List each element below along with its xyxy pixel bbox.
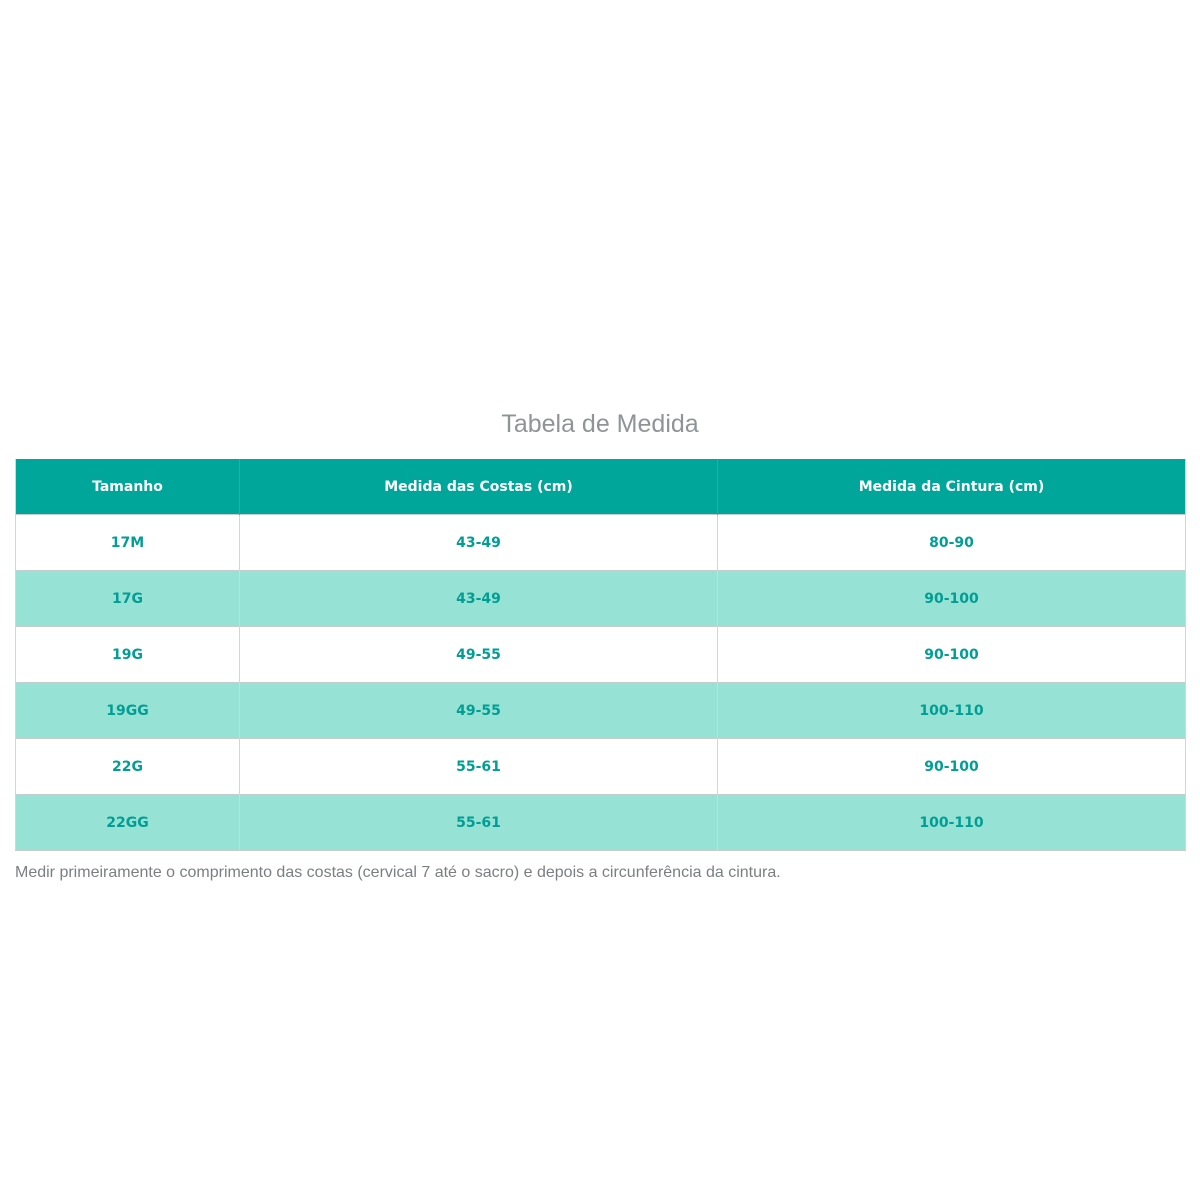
cell-waist-measure: 90-100 (718, 571, 1186, 627)
table-row (16, 795, 1186, 851)
cell-size: 17G (16, 571, 240, 627)
cell-size: 19G (16, 627, 240, 683)
size-table (15, 459, 1186, 851)
cell-size: 19GG (16, 683, 240, 739)
table-row (16, 515, 1186, 571)
table-row (16, 571, 1186, 627)
table-header-row (16, 459, 1186, 515)
cell-back-measure: 55-61 (240, 739, 718, 795)
measurement-note: Medir primeiramente o comprimento das costas (cervical 7 até o sacro) e depois a circunferência da cintura. (15, 864, 781, 881)
column-header-waist-measure: Medida da Cintura (cm) (718, 459, 1186, 515)
page-title: Tabela de Medida (501, 410, 699, 438)
cell-waist-measure: 90-100 (718, 739, 1186, 795)
cell-back-measure: 43-49 (240, 571, 718, 627)
cell-size: 17M (16, 515, 240, 571)
cell-waist-measure: 90-100 (718, 627, 1186, 683)
column-header-back-measure: Medida das Costas (cm) (240, 459, 718, 515)
table-row (16, 739, 1186, 795)
cell-back-measure: 49-55 (240, 683, 718, 739)
cell-back-measure: 49-55 (240, 627, 718, 683)
table-row (16, 683, 1186, 739)
cell-waist-measure: 100-110 (718, 795, 1186, 851)
table-row (16, 627, 1186, 683)
cell-size: 22GG (16, 795, 240, 851)
column-header-size: Tamanho (16, 459, 240, 515)
cell-back-measure: 55-61 (240, 795, 718, 851)
cell-waist-measure: 100-110 (718, 683, 1186, 739)
cell-size: 22G (16, 739, 240, 795)
cell-waist-measure: 80-90 (718, 515, 1186, 571)
cell-back-measure: 43-49 (240, 515, 718, 571)
